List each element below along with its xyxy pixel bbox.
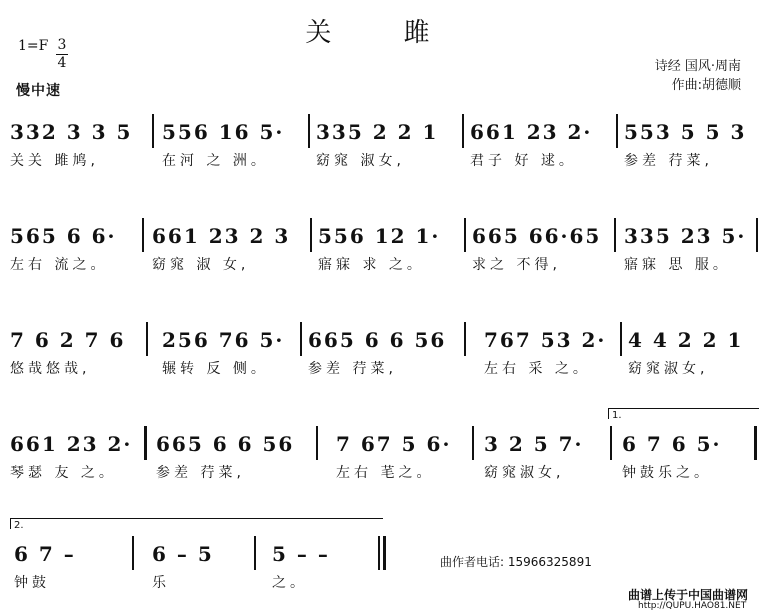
barline: [254, 536, 256, 570]
measure-notes: 661 23 2·: [470, 120, 593, 144]
measure-lyrics: 窈窕淑女,: [484, 465, 565, 481]
measure-lyrics: 辗转 反 侧。: [162, 361, 269, 377]
barline: [146, 322, 148, 356]
second-ending-bracket: [10, 518, 383, 529]
measure-notes: 553 5 5 3: [624, 120, 747, 144]
barline: [310, 218, 312, 252]
watermark-text: 曲谱上传于中国曲谱网: [628, 588, 749, 602]
score-row-2: [10, 212, 767, 292]
composer-credit: 作曲:胡德顺: [671, 78, 741, 93]
measure-notes: 661 23 2·: [10, 432, 133, 456]
barline: [610, 426, 612, 460]
measure-notes: 4 4 2 2 1: [628, 328, 744, 352]
barline: [464, 218, 466, 252]
barline: [464, 322, 466, 356]
measure-notes: 5 – –: [272, 542, 330, 566]
final-barline: [383, 536, 386, 570]
measure-lyrics: 参差 荇菜,: [624, 153, 713, 169]
tempo-marking: 慢中速: [16, 83, 61, 99]
measure-lyrics: 君子 好 逑。: [470, 153, 577, 169]
measure-lyrics: 窈窕淑女,: [628, 361, 709, 377]
measure-lyrics: 左右 芼之。: [336, 465, 435, 481]
score-row-4: [10, 410, 767, 500]
measure-lyrics: 左右 流之。: [10, 257, 109, 273]
time-signature-top: 3: [57, 37, 67, 53]
measure-lyrics: 钟鼓: [14, 575, 50, 591]
key-signature: 1=F: [18, 38, 49, 54]
measure-lyrics: 窈窕 淑女,: [316, 153, 405, 169]
measure-notes: 3 2 5 7·: [484, 432, 584, 456]
barline: [462, 114, 464, 148]
measure-notes: 7 67 5 6·: [336, 432, 452, 456]
measure-lyrics: 关关 雎鸠,: [10, 153, 99, 169]
time-signature: [56, 38, 68, 71]
measure-notes: 6 7 6 5·: [622, 432, 722, 456]
measure-notes: 335 2 2 1: [316, 120, 439, 144]
measure-lyrics: 乐: [152, 575, 170, 591]
measure-notes: 665 6 6 56: [308, 328, 447, 352]
barline: [308, 114, 310, 148]
measure-lyrics: 参差 荇菜,: [156, 465, 245, 481]
measure-notes: 556 12 1·: [318, 224, 441, 248]
measure-lyrics: 参差 荇菜,: [308, 361, 397, 377]
lyricist-credit: 诗经 国风·周南: [654, 59, 741, 74]
measure-notes: 661 23 2 3: [152, 224, 291, 248]
measure-lyrics: 寤寐 思 服。: [624, 257, 731, 273]
barline: [620, 322, 622, 356]
barline: [472, 426, 474, 460]
measure-notes: 556 16 5·: [162, 120, 285, 144]
measure-lyrics: 寤寐 求 之。: [318, 257, 425, 273]
barline: [614, 218, 616, 252]
measure-notes: 767 53 2·: [484, 328, 607, 352]
repeat-end-barline: [754, 426, 757, 460]
song-title: 关 雎: [305, 18, 462, 48]
measure-lyrics: 在河 之 洲。: [162, 153, 269, 169]
measure-lyrics: 之。: [272, 575, 308, 591]
measure-notes: 6 7 –: [14, 542, 76, 566]
measure-notes: 7 6 2 7 6: [10, 328, 126, 352]
measure-notes: 256 76 5·: [162, 328, 285, 352]
barline: [142, 218, 144, 252]
composer-phone: 曲作者电话: 15966325891: [440, 555, 592, 569]
score-row-3: [10, 316, 767, 396]
measure-lyrics: 悠哉悠哉,: [10, 361, 91, 377]
measure-notes: 665 6 6 56: [156, 432, 295, 456]
watermark-url: http://QUPU.HAO81.NET: [638, 601, 747, 611]
repeat-start-barline: [144, 426, 147, 460]
measure-notes: 565 6 6·: [10, 224, 117, 248]
barline: [378, 536, 380, 570]
measure-notes: 335 23 5·: [624, 224, 747, 248]
measure-notes: 665 66·65: [472, 224, 602, 248]
measure-lyrics: 左右 采 之。: [484, 361, 591, 377]
barline: [316, 426, 318, 460]
measure-notes: 6 – 5: [152, 542, 214, 566]
first-ending-bracket: [608, 408, 759, 419]
barline: [152, 114, 154, 148]
measure-lyrics: 钟鼓乐之。: [622, 465, 712, 481]
score-row-1: [10, 108, 767, 188]
time-signature-bottom: 4: [57, 55, 67, 71]
measure-lyrics: 窈窕 淑 女,: [152, 257, 250, 273]
barline: [616, 114, 618, 148]
measure-lyrics: 琴瑟 友 之。: [10, 465, 117, 481]
barline: [756, 218, 758, 252]
measure-notes: 332 3 3 5: [10, 120, 133, 144]
second-ending-label: 2.: [14, 520, 24, 531]
barline: [300, 322, 302, 356]
barline: [132, 536, 134, 570]
first-ending-label: 1.: [612, 410, 622, 421]
measure-lyrics: 求之 不得,: [472, 257, 561, 273]
